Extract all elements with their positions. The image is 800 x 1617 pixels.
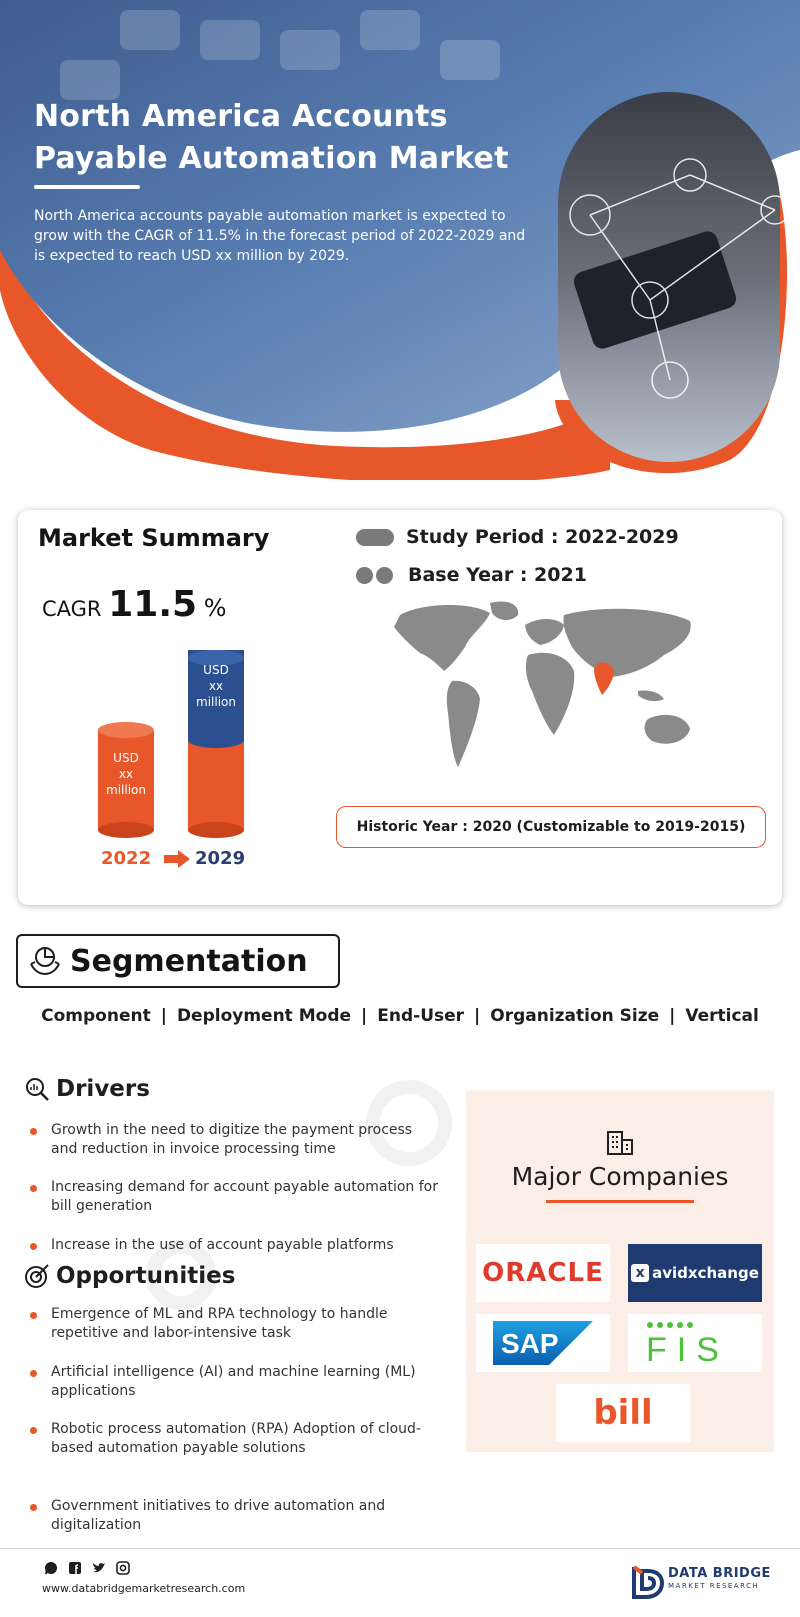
avidxchange-logo: x avidxchange xyxy=(628,1244,762,1302)
twitter-icon[interactable] xyxy=(92,1560,106,1574)
instagram-icon[interactable] xyxy=(116,1560,130,1574)
base-year-row xyxy=(356,564,587,586)
india-highlight xyxy=(594,662,614,695)
major-companies-panel xyxy=(466,1090,774,1452)
building-icon xyxy=(606,1130,634,1156)
segment-deployment-mode: Deployment Mode xyxy=(176,1006,352,1026)
title-underline xyxy=(34,185,140,189)
opportunity-item: Robotic process automation (RPA) Adoption of cloud-based automation payable solutions xyxy=(30,1420,440,1458)
cylinder-2022-base xyxy=(98,822,154,838)
fis-logo xyxy=(628,1314,762,1372)
svg-text:FIS: FIS xyxy=(646,1331,729,1367)
cylinder-2029-base xyxy=(188,822,244,838)
footer-divider xyxy=(0,1548,800,1549)
facebook-icon[interactable] xyxy=(68,1560,82,1574)
historic-year-badge: Historic Year : 2020 (Customizable to 2019-2015) xyxy=(336,806,766,848)
social-icons xyxy=(44,1560,140,1574)
opportunity-item: Artificial intelligence (AI) and machine learning (ML) applications xyxy=(30,1363,440,1401)
opportunity-item: Government initiatives to drive automation and digitalization xyxy=(30,1497,440,1535)
year-2029-label: 2029 xyxy=(195,848,246,869)
brand-name: DATA BRIDGE xyxy=(668,1566,771,1581)
segmentation-title: Segmentation xyxy=(70,944,308,979)
segment-organization-size: Organization Size xyxy=(490,1006,660,1026)
oracle-logo: ORACLE xyxy=(476,1244,610,1302)
cylinder-2029-label: USD xx million xyxy=(196,663,236,709)
market-summary-card xyxy=(18,510,782,905)
market-summary-title: Market Summary xyxy=(38,524,270,552)
opportunities-title: Opportunities xyxy=(56,1263,236,1289)
brand-subtitle: MARKET RESEARCH xyxy=(668,1582,760,1590)
whatsapp-icon[interactable] xyxy=(44,1560,58,1574)
base-year-text: Base Year : 2021 xyxy=(408,564,587,586)
cagr-value: 11.5 xyxy=(108,584,198,625)
segmentation-header xyxy=(16,934,340,988)
dots-icon xyxy=(356,567,396,584)
opportunities-header xyxy=(24,1263,235,1289)
segment-vertical: Vertical xyxy=(685,1006,759,1026)
bill-logo: bill xyxy=(556,1384,690,1442)
cylinder-2029-lower xyxy=(188,740,244,830)
study-period-text: Study Period : 2022-2029 xyxy=(406,526,679,548)
sap-logo xyxy=(476,1314,610,1372)
svg-text:SAP: SAP xyxy=(501,1328,559,1359)
pill-icon xyxy=(356,529,394,546)
cagr-unit: % xyxy=(203,594,227,622)
drivers-header xyxy=(24,1076,150,1102)
driver-item: Increasing demand for account payable automation for bill generation xyxy=(30,1178,440,1216)
segment-component: Component xyxy=(41,1006,151,1026)
website-link[interactable]: www.databridgemarketresearch.com xyxy=(42,1582,246,1595)
segment-end-user: End-User xyxy=(377,1006,465,1026)
title-underline xyxy=(546,1200,694,1203)
segment-hands-icon xyxy=(28,944,62,978)
major-companies-title: Major Companies xyxy=(511,1162,729,1191)
magnifier-chart-icon xyxy=(24,1076,50,1102)
year-2022-label: 2022 xyxy=(101,848,152,869)
hero-description: North America accounts payable automation market is expected to grow with the CAGR of 11.5% in the forecast period of 2022-2029 and is expected to reach USD xx million by 2029. xyxy=(34,208,526,264)
driver-item: Growth in the need to digitize the payment process and reduction in invoice processing time xyxy=(30,1121,440,1159)
page-title: North America Accounts Payable Automation Market xyxy=(34,99,509,176)
arrow-right-icon xyxy=(164,850,190,868)
driver-item: Increase in the use of account payable platforms xyxy=(30,1236,440,1255)
cagr-readout xyxy=(42,584,227,625)
hero-banner xyxy=(0,0,800,480)
cylinder-2022-top xyxy=(98,722,154,738)
opportunity-item: Emergence of ML and RPA technology to handle repetitive and labor-intensive task xyxy=(30,1305,440,1343)
drivers-title: Drivers xyxy=(56,1076,150,1102)
cylinder-2022-label: USD xx million xyxy=(106,751,146,797)
cagr-label: CAGR xyxy=(42,597,102,621)
study-period-row xyxy=(356,526,679,548)
data-bridge-logo-icon xyxy=(630,1565,664,1599)
segmentation-list: Component | Deployment Mode | End-User | Organization Size | Vertical xyxy=(41,1006,759,1026)
target-icon xyxy=(24,1263,50,1289)
world-map xyxy=(360,595,720,785)
cylinder-2029-mid xyxy=(188,732,244,748)
